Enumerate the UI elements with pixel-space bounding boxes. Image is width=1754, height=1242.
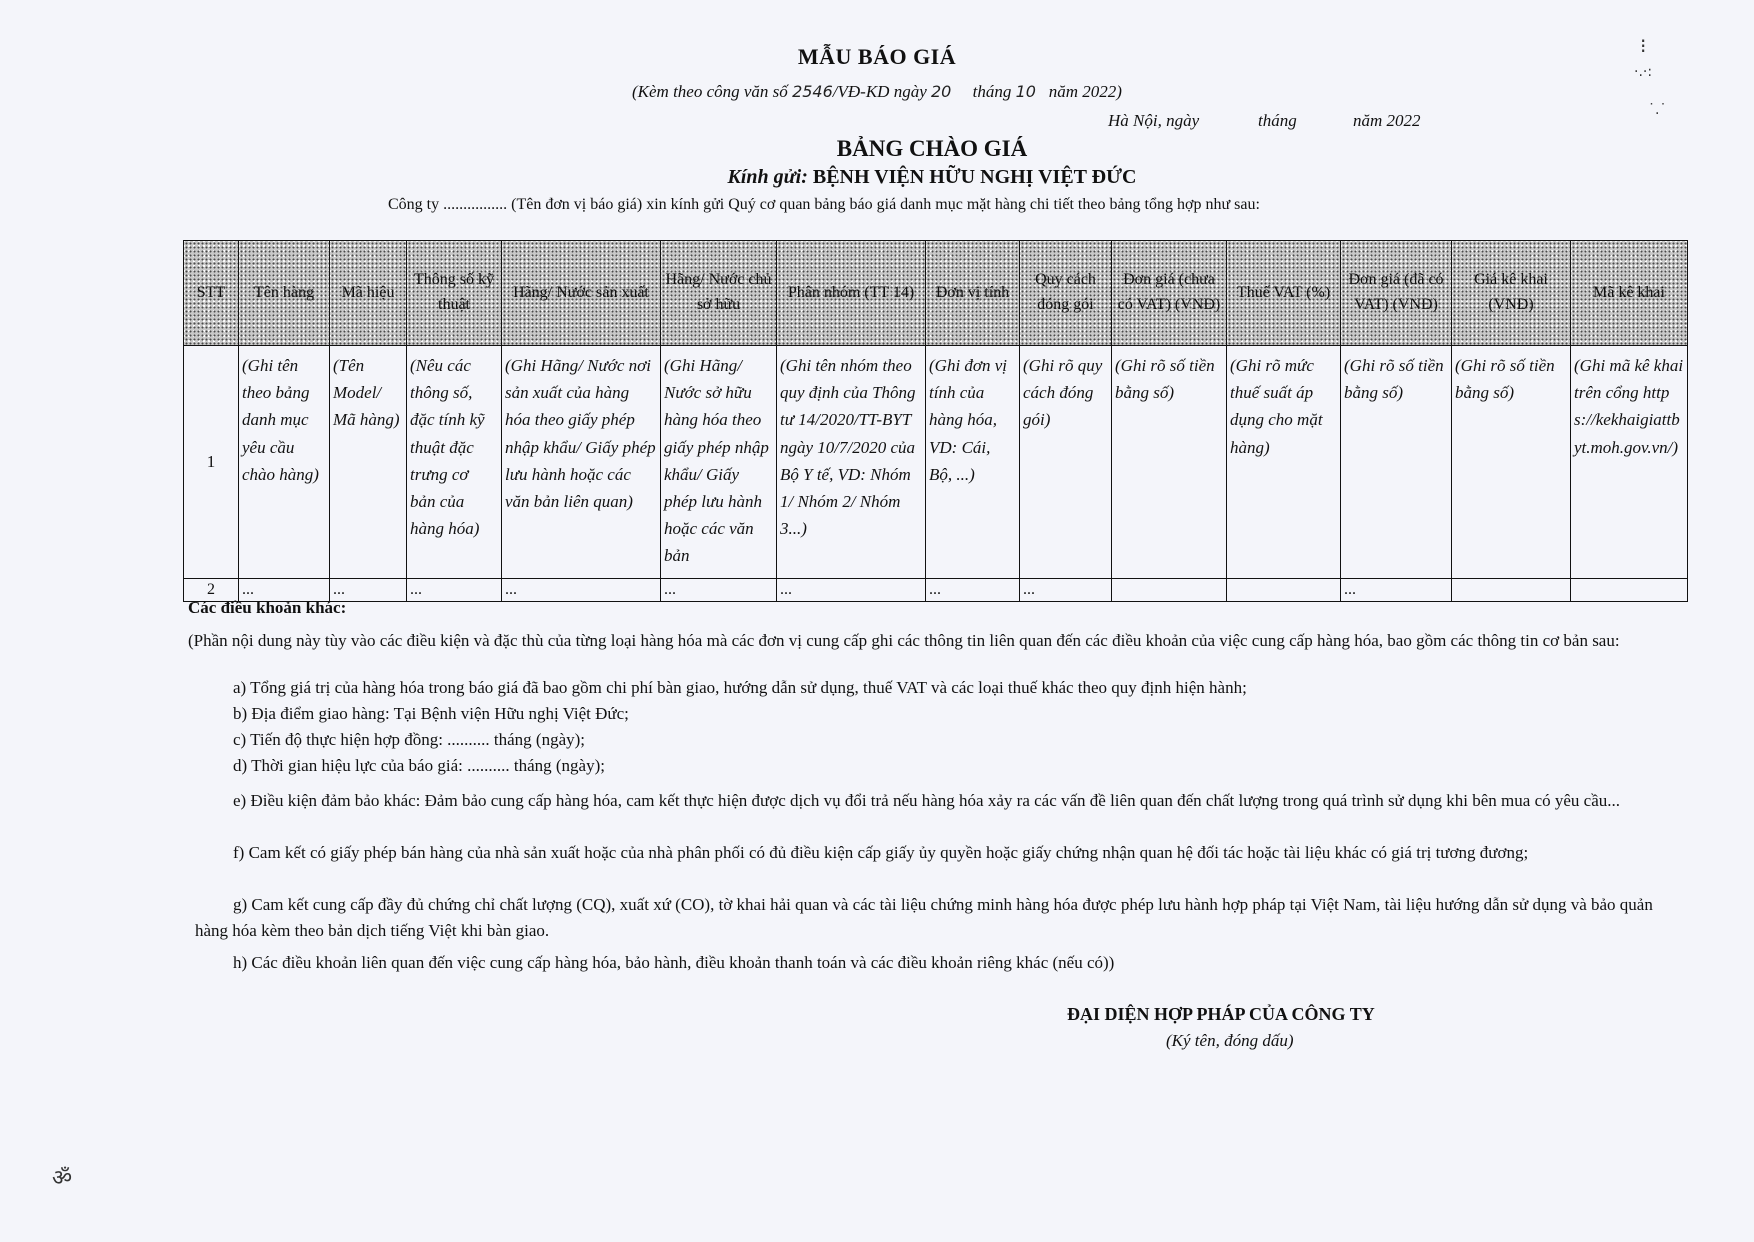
place-date-month: tháng (1258, 111, 1297, 130)
table-cell: ... (502, 579, 661, 602)
recipient-line (0, 166, 1754, 189)
term-e: e) Điều kiện đảm bảo khác: Đảm bảo cung cấp hàng hóa, cam kết thực hiện được dịch vụ đổi trả nếu hàng hóa xảy ra các vấn đề liên quan đến chất lượng trong quá trình sử dụng khi bên mua có yêu cầu... (233, 791, 1620, 810)
place-date-line (1108, 111, 1421, 131)
table-cell: ... (239, 579, 330, 602)
table-cell: ... (407, 579, 502, 602)
table-cell: ... (777, 579, 926, 602)
price-quote-table (183, 240, 1688, 602)
table-cell: ... (330, 579, 407, 602)
place-date-year: năm 2022 (1353, 111, 1421, 130)
reference-prefix: (Kèm theo công văn số (632, 82, 788, 101)
table-cell: (Ghi rõ số tiền bằng số) (1452, 346, 1571, 579)
column-header: Đơn giá (đã có VAT) (VNĐ) (1341, 241, 1452, 346)
table-cell: (Ghi mã kê khai trên cổng https://kekhaigiattbyt.moh.gov.vn/) (1571, 346, 1688, 579)
column-header: Hãng/ Nước chủ sở hữu (661, 241, 777, 346)
table-cell: 2 (184, 579, 239, 602)
column-header: Đơn vị tính (926, 241, 1020, 346)
column-header: Tên hàng (239, 241, 330, 346)
table-cell (1571, 579, 1688, 602)
signature-note: (Ký tên, đóng dấu) (1166, 1031, 1294, 1050)
column-header: Thuế VAT (%) (1227, 241, 1341, 346)
table-cell: (Ghi Hãng/ Nước nơi sản xuất của hàng hóa theo giấy phép nhập khẩu/ Giấy phép lưu hành hoặc các văn bản liên quan) (502, 346, 661, 579)
table-cell: (Ghi rõ quy cách đóng gói) (1020, 346, 1112, 579)
table-cell: ... (926, 579, 1020, 602)
quote-intro: Công ty ................ (Tên đơn vị báo giá) xin kính gửi Quý cơ quan bảng báo giá danh mục mặt hàng chi tiết theo bảng tổng hợp như sau: (388, 196, 1260, 213)
place-date-city: Hà Nội, ngày (1108, 111, 1200, 130)
handwritten-month: 10 (1015, 82, 1036, 101)
column-header: Đơn giá (chưa có VAT) (VNĐ) (1112, 241, 1227, 346)
scan-mark-icon: ·.·: (1634, 64, 1653, 80)
terms-intro: (Phần nội dung này tùy vào các điều kiện và đặc thù của từng loại hàng hóa mà các đơn vị cung cấp ghi các thông tin liên quan đến các điều khoản của việc cung cấp hàng hóa, bao gồm các thông tin cơ bản sau: (188, 631, 1620, 650)
table-cell: (Ghi rõ số tiền bằng số) (1341, 346, 1452, 579)
table-cell: 1 (184, 346, 239, 579)
term-b: b) Địa điểm giao hàng: Tại Bệnh viện Hữu nghị Việt Đức; (233, 704, 629, 723)
term-h: h) Các điều khoản liên quan đến việc cung cấp hàng hóa, bảo hành, điều khoản thanh toán và các điều khoản riêng khác (nếu có)) (233, 953, 1115, 972)
recipient-label: Kính gửi: (727, 166, 808, 188)
terms-title: Các điều khoản khác: (188, 598, 347, 617)
table-cell: (Tên Model/ Mã hàng) (330, 346, 407, 579)
table-row (184, 579, 1688, 602)
column-header: Hãng/ Nước sản xuất (502, 241, 661, 346)
reference-month-label: tháng (972, 82, 1012, 101)
reference-line (632, 82, 1122, 102)
column-header: Giá kê khai (VNĐ) (1452, 241, 1571, 346)
table-cell: (Ghi rõ số tiền bằng số) (1112, 346, 1227, 579)
term-f: f) Cam kết có giấy phép bán hàng của nhà sản xuất hoặc của nhà phân phối có đủ điều kiện cấp giấy ủy quyền hoặc giấy chứng nhận quan hệ đối tác hoặc tài liệu khác có giá trị tương đương; (233, 843, 1529, 862)
column-header: Thông số kỹ thuật (407, 241, 502, 346)
scan-mark-icon: ⁝ (1640, 34, 1647, 58)
table-cell: (Nêu các thông số, đặc tính kỹ thuật đặc trưng cơ bản của hàng hóa) (407, 346, 502, 579)
table-cell: (Ghi đơn vị tính của hàng hóa, VD: Cái, Bộ, ...) (926, 346, 1020, 579)
recipient-name: BỆNH VIỆN HỮU NGHỊ VIỆT ĐỨC (812, 166, 1137, 188)
table-cell: (Ghi tên theo bảng danh mục yêu cầu chào hàng) (239, 346, 330, 579)
term-d: d) Thời gian hiệu lực của báo giá: .......... tháng (ngày); (233, 756, 605, 775)
column-header: Phân nhóm (TT 14) (777, 241, 926, 346)
handwritten-doc-number: 2546 (792, 82, 833, 101)
column-header: Mã kê khai (1571, 241, 1688, 346)
table-cell: ... (1341, 579, 1452, 602)
quote-heading: BẢNG CHÀO GIÁ (836, 136, 1028, 161)
term-c: c) Tiến độ thực hiện hợp đồng: .......... tháng (ngày); (233, 730, 586, 749)
table-header-row (184, 241, 1688, 346)
term-a: a) Tổng giá trị của hàng hóa trong báo giá đã bao gồm chi phí bàn giao, hướng dẫn sử dụng, thuế VAT và các loại thuế khác theo quy định hiện hành; (233, 678, 1247, 697)
reference-year: năm 2022) (1048, 82, 1122, 101)
reference-code: /VĐ-KD ngày (832, 82, 927, 101)
table-cell: (Ghi Hãng/ Nước sở hữu hàng hóa theo giấy phép nhập khẩu/ Giấy phép lưu hành hoặc các văn bản (661, 346, 777, 579)
table-cell: ... (1020, 579, 1112, 602)
table-cell (1452, 579, 1571, 602)
table-cell (1227, 579, 1341, 602)
signature-title: ĐẠI DIỆN HỢP PHÁP CỦA CÔNG TY (1067, 1004, 1375, 1024)
handwritten-day: 20 (931, 82, 952, 101)
table-cell: (Ghi tên nhóm theo quy định của Thông tư 14/2020/TT-BYT ngày 10/7/2020 của Bộ Y tế, VD: Nhóm 1/ Nhóm 2/ Nhóm 3...) (777, 346, 926, 579)
term-g: g) Cam kết cung cấp đầy đủ chứng chỉ chất lượng (CQ), xuất xứ (CO), tờ khai hải quan và các tài liệu chứng minh hàng hóa được phép lưu hành hợp pháp tại Việt Nam, tài liệu hướng dẫn sử dụng và bảo quản hàng hóa kèm theo bản dịch tiếng Việt khi bàn giao. (195, 895, 1653, 940)
table-cell (1112, 579, 1227, 602)
column-header: STT (184, 241, 239, 346)
column-header: Quy cách đóng gói (1020, 241, 1112, 346)
scan-mark-icon: ˙.˙ (1648, 102, 1667, 118)
table-cell: ... (661, 579, 777, 602)
table-cell: (Ghi rõ mức thuế suất áp dụng cho mặt hàng) (1227, 346, 1341, 579)
table-row (184, 346, 1688, 579)
column-header: Mã hiệu (330, 241, 407, 346)
scan-mark-icon: ॐ (52, 1166, 73, 1191)
form-title: MẪU BÁO GIÁ (797, 44, 957, 69)
